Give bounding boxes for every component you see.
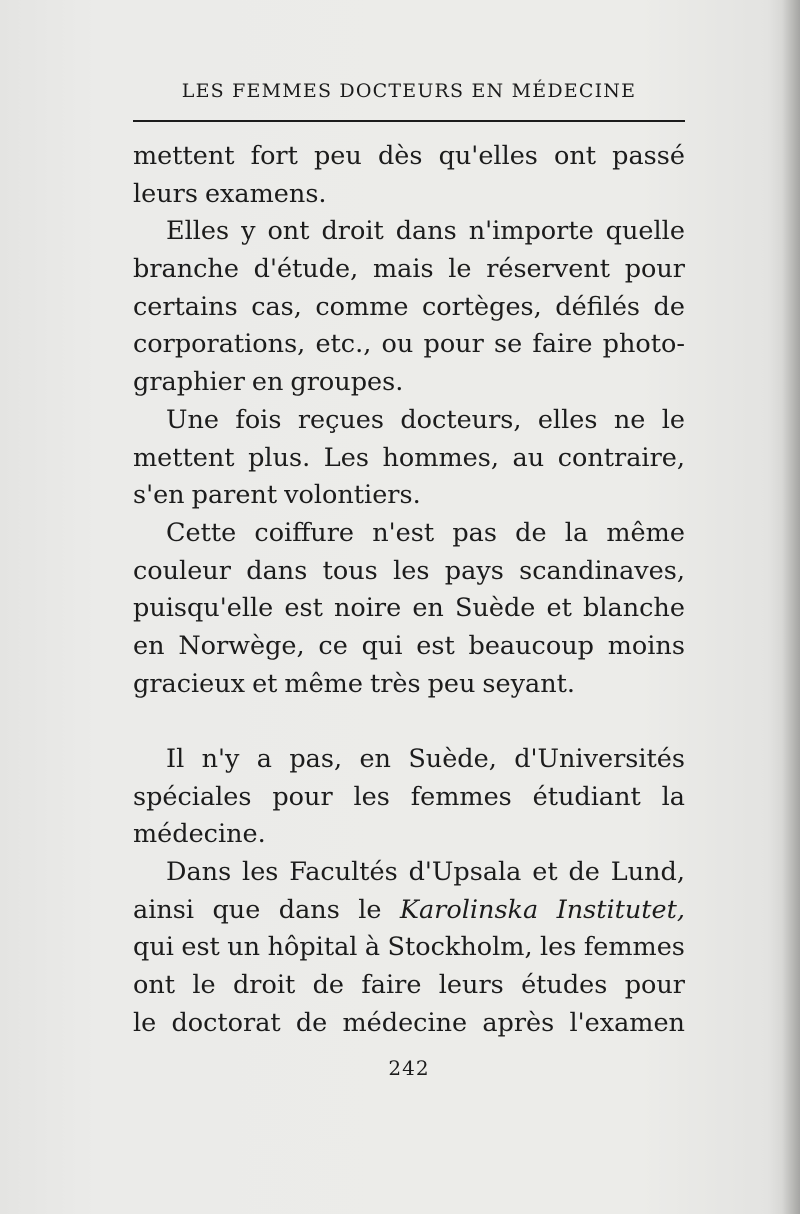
word: peu bbox=[313, 141, 362, 171]
text-line bbox=[133, 477, 685, 515]
word: Suède bbox=[454, 593, 536, 624]
word: après bbox=[482, 1007, 555, 1038]
word: droit bbox=[232, 970, 296, 1001]
word: s'en bbox=[133, 480, 185, 511]
word: doctorat bbox=[171, 1007, 281, 1038]
word: de bbox=[295, 1007, 328, 1038]
word: contraire, bbox=[557, 442, 685, 473]
word: mettent bbox=[133, 141, 235, 171]
word: la bbox=[564, 517, 589, 548]
word: les bbox=[242, 857, 279, 888]
text-line bbox=[133, 1005, 685, 1043]
word: le bbox=[661, 404, 685, 435]
text-line bbox=[133, 666, 685, 704]
word: coiffure bbox=[254, 517, 355, 548]
word: pas, bbox=[289, 744, 343, 774]
header-rule bbox=[133, 120, 685, 122]
word: comme bbox=[315, 291, 409, 322]
text-line bbox=[133, 590, 685, 628]
word: de bbox=[515, 517, 547, 548]
word: la bbox=[661, 781, 685, 812]
word: Lund, bbox=[610, 857, 685, 888]
word: réservent bbox=[486, 254, 611, 285]
text-line bbox=[133, 628, 685, 666]
page-gutter-shadow bbox=[782, 0, 800, 1214]
text-line bbox=[133, 364, 685, 402]
word: en bbox=[412, 593, 444, 624]
word: dans bbox=[278, 894, 340, 925]
text-line bbox=[133, 779, 685, 817]
word: hommes, bbox=[382, 442, 499, 473]
word: médecine. bbox=[133, 819, 266, 850]
word: études bbox=[521, 970, 608, 1001]
word: examens. bbox=[204, 178, 327, 209]
word: ne bbox=[613, 404, 646, 435]
text-line bbox=[133, 929, 685, 967]
word: leurs bbox=[438, 970, 504, 1001]
text-line bbox=[133, 854, 685, 892]
word: d'Upsala bbox=[408, 857, 522, 888]
word: corporations, bbox=[133, 329, 306, 360]
word: pour bbox=[624, 254, 685, 285]
word: faire bbox=[532, 329, 593, 360]
word: y bbox=[241, 216, 256, 247]
word: les bbox=[353, 781, 390, 812]
word: ont bbox=[267, 216, 310, 247]
word: reçues bbox=[297, 404, 384, 435]
word: pays bbox=[444, 555, 504, 586]
word: défilés bbox=[555, 291, 641, 322]
word: Une bbox=[166, 404, 220, 435]
word: elles bbox=[537, 404, 598, 435]
word: moins bbox=[607, 630, 685, 661]
word: puisqu'elle bbox=[133, 593, 274, 624]
text-line bbox=[133, 741, 685, 779]
word: très bbox=[369, 668, 421, 699]
word: volontiers. bbox=[284, 480, 421, 511]
word: qui bbox=[133, 932, 174, 963]
word: ont bbox=[554, 141, 597, 171]
word: qui bbox=[361, 630, 403, 661]
word: gracieux bbox=[133, 668, 246, 699]
word: étudiant bbox=[532, 781, 641, 812]
word: Suède, bbox=[408, 744, 497, 774]
word: Institutet, bbox=[556, 894, 685, 925]
text-line bbox=[133, 402, 685, 440]
word: fois bbox=[235, 404, 282, 435]
word: pour bbox=[272, 781, 333, 812]
word: l'examen bbox=[569, 1007, 685, 1038]
word: groupes. bbox=[290, 367, 404, 398]
word: ce bbox=[318, 630, 348, 661]
paragraph-break bbox=[133, 703, 685, 741]
word: de bbox=[568, 857, 600, 888]
word: dans bbox=[246, 555, 308, 586]
text-line bbox=[133, 289, 685, 327]
word: Elles bbox=[166, 216, 230, 247]
word: le bbox=[133, 1007, 157, 1038]
word: de bbox=[653, 291, 685, 322]
word: etc., bbox=[315, 329, 372, 360]
word: graphier bbox=[133, 367, 245, 398]
word: Stockholm, bbox=[387, 932, 533, 963]
word: a bbox=[256, 744, 272, 774]
word: parent bbox=[191, 480, 278, 511]
word: quelle bbox=[605, 216, 685, 247]
word: noire bbox=[333, 593, 402, 624]
text-line bbox=[133, 138, 685, 176]
word: plus. bbox=[248, 442, 311, 473]
word: est bbox=[284, 593, 323, 624]
text-line bbox=[133, 892, 685, 930]
word: et bbox=[252, 668, 278, 699]
word: tous bbox=[322, 555, 378, 586]
word: médecine bbox=[342, 1007, 468, 1038]
word: spéciales bbox=[133, 781, 252, 812]
word: Norwège, bbox=[178, 630, 305, 661]
word: cortèges, bbox=[421, 291, 542, 322]
text-line bbox=[133, 440, 685, 478]
word: en bbox=[133, 630, 165, 661]
word: de bbox=[312, 970, 345, 1001]
text-line bbox=[133, 515, 685, 553]
text-line bbox=[133, 251, 685, 289]
word: photo- bbox=[602, 329, 685, 360]
text-line bbox=[133, 326, 685, 364]
word: le bbox=[358, 894, 382, 925]
word: les bbox=[393, 555, 430, 586]
word: d'étude, bbox=[253, 254, 359, 285]
word: Cette bbox=[166, 517, 237, 548]
word: peu bbox=[427, 668, 476, 699]
word: en bbox=[359, 744, 391, 774]
word: pour bbox=[423, 329, 484, 360]
word: dès bbox=[377, 141, 423, 171]
word: les bbox=[540, 932, 577, 963]
running-head: LES FEMMES DOCTEURS EN MÉDECINE bbox=[181, 80, 637, 102]
word: Les bbox=[323, 442, 369, 473]
word: à bbox=[364, 932, 381, 963]
word: femmes bbox=[583, 932, 685, 963]
word: branche bbox=[133, 254, 239, 285]
word: Karolinska bbox=[399, 894, 539, 925]
word: qu'elles bbox=[438, 141, 538, 171]
page-number: 242 bbox=[388, 1056, 430, 1080]
text-line bbox=[133, 553, 685, 591]
word: le bbox=[192, 970, 216, 1001]
word: faire bbox=[361, 970, 422, 1001]
word: seyant. bbox=[482, 668, 575, 699]
word: en bbox=[251, 367, 284, 398]
word: est bbox=[181, 932, 220, 963]
word: que bbox=[212, 894, 261, 925]
text-line bbox=[133, 816, 685, 854]
word: cas, bbox=[251, 291, 302, 322]
word: Facultés bbox=[289, 857, 398, 888]
word: fort bbox=[250, 141, 298, 171]
text-line bbox=[133, 176, 685, 214]
word: mais bbox=[372, 254, 434, 285]
word: est bbox=[416, 630, 455, 661]
text-line bbox=[133, 213, 685, 251]
word: ou bbox=[381, 329, 414, 360]
word: hôpital bbox=[267, 932, 358, 963]
word: le bbox=[448, 254, 472, 285]
word: dans bbox=[395, 216, 457, 247]
word: n'importe bbox=[468, 216, 594, 247]
word: n'y bbox=[201, 744, 240, 774]
word: certains bbox=[133, 291, 238, 322]
word: beaucoup bbox=[468, 630, 594, 661]
word: leurs bbox=[133, 178, 198, 209]
word: au bbox=[512, 442, 545, 473]
text-line bbox=[133, 967, 685, 1005]
word: pas bbox=[452, 517, 497, 548]
word: scandinaves, bbox=[519, 555, 685, 586]
word: mettent bbox=[133, 442, 235, 473]
word: et bbox=[532, 857, 558, 888]
word: docteurs, bbox=[400, 404, 522, 435]
word: d'Universités bbox=[514, 744, 685, 774]
word: femmes bbox=[410, 781, 512, 812]
word: droit bbox=[321, 216, 384, 247]
word: passé bbox=[612, 141, 685, 171]
word: couleur bbox=[133, 555, 231, 586]
word: ainsi bbox=[133, 894, 195, 925]
word: Il bbox=[166, 744, 185, 774]
word: se bbox=[494, 329, 523, 360]
word: Dans bbox=[166, 857, 232, 888]
word: un bbox=[227, 932, 261, 963]
word: pour bbox=[624, 970, 685, 1001]
body-text bbox=[133, 138, 685, 1043]
word: blanche bbox=[583, 593, 685, 624]
word: même bbox=[284, 668, 363, 699]
word: n'est bbox=[372, 517, 435, 548]
word: et bbox=[546, 593, 572, 624]
word: ont bbox=[133, 970, 176, 1001]
word: même bbox=[606, 517, 685, 548]
